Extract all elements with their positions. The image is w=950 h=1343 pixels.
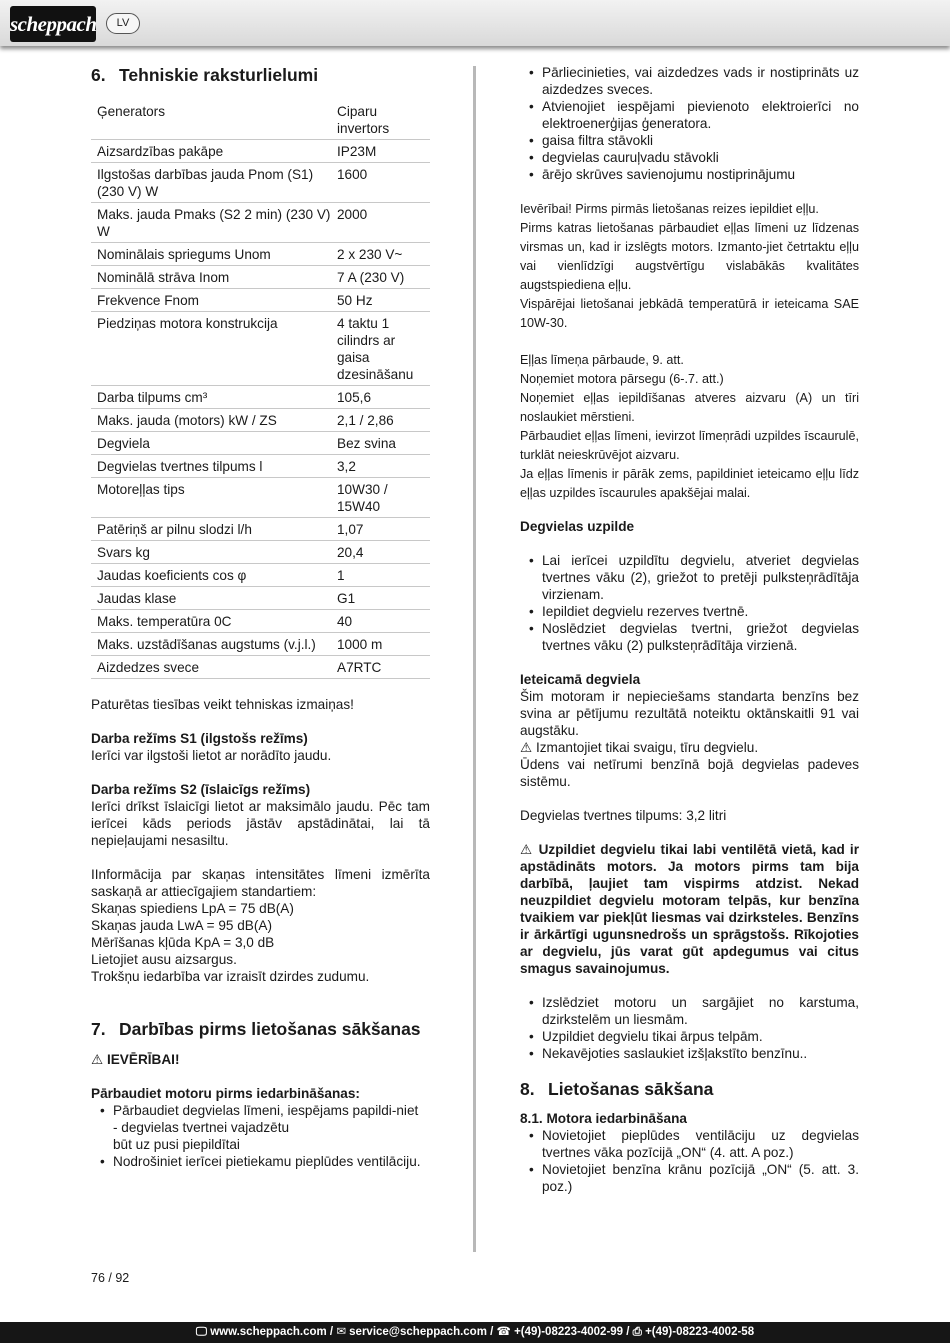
fuel-list: [520, 552, 859, 654]
spec-label: Aizdedzes svece: [91, 656, 337, 679]
recommended-fuel-title: Ieteicamā degviela: [520, 672, 641, 687]
spec-label: Piedziņas motora konstrukcija: [91, 312, 337, 386]
spec-label: Jaudas koeficients cos φ: [91, 564, 337, 587]
start-list: [520, 1127, 859, 1195]
table-row: [91, 610, 430, 633]
table-row: [91, 243, 430, 266]
spec-value: 40: [337, 610, 430, 633]
table-row: [91, 163, 430, 203]
spec-label: Maks. jauda (motors) kW / ZS: [91, 409, 337, 432]
oil-check: Eļļas līmeņa pārbaude, 9. att. Noņemiet motora pārsegu (6-.7. att.) Noņemiet eļļas iepildīšanas atveres aizvaru (A) un tīri noslaukiet mērstieni. Pārbaudiet eļļas līmeni, ievirzot līmeņrādi uzpildes īscaurulē, turklāt neieskrūvējot aizvaru. Ja eļļas līmenis ir pārāk zems, papildiniet ieteicamo eļļu līdz eļļas uzpildes īscaurules apakšējai malai.: [520, 353, 859, 500]
spec-value: 1: [337, 564, 430, 587]
section-8-heading: 8. Lietošanas sākšana: [520, 1079, 714, 1099]
oil-intro: Ievērībai! Pirms pirmās lietošanas reizes iepildiet eļļu. Pirms katras lietošanas pārbaudiet eļļas līmeni uz līdzenas virsmas un, kad ir izslēgts motors. Izmanto-jiet četrtaktu eļļu vai vienlīdzīgi augstvērtīgu vislabākās kvalitātes augstspiediena eļļu. Vispārējai lietošanai jebkādā temperatūrā ir ieteicama SAE 10W-30.: [520, 202, 859, 330]
footer-phone: +(49)-08223-4002-99: [514, 1326, 624, 1338]
spec-value: 105,6: [337, 386, 430, 409]
fax-icon: ⎙: [632, 1326, 642, 1338]
section-7-title: Darbības pirms lietošanas sākšanas: [119, 1019, 421, 1039]
footer-bar: 🖵 www.scheppach.com / ✉ service@scheppach.com / ☎ +(49)-08223-4002-99 / ⎙ +(49)-08223-4002-58: [0, 1322, 950, 1343]
table-row: [91, 203, 430, 243]
list-item: • Novietojiet benzīna krānu pozīcijā „ON“ (5. att. 3. poz.): [520, 1161, 859, 1195]
list-item: • Uzpildiet degvielu tikai ārpus telpām.: [520, 1028, 859, 1045]
list-item: • Pārbaudiet degvielas līmeni, iespējams papildi-niet - degvielas tvertnei vajadzētu būt uz pusi piepildītai: [91, 1102, 430, 1153]
noise-info: IInformācija par skaņas intensitātes līmeni izmērīta saskaņā ar attiecīgajiem standartiem: Skaņas spiediens LpA = 75 dB(A) Skaņas jauda LwA = 95 dB(A) Mērīšanas kļūda KpA = 3,0 dB Lietojiet ausu aizsargus. Trokšņu iedarbība var izraisīt dzirdes zudumu.: [91, 867, 430, 984]
warning-label: ⚠ IEVĒRĪBAI!: [91, 1052, 180, 1067]
safety-list: [520, 994, 859, 1062]
spec-value: A7RTC: [337, 656, 430, 679]
left-column: [91, 64, 430, 1170]
spec-value: 3,2: [337, 455, 430, 478]
spec-value: 1,07: [337, 518, 430, 541]
table-row: [91, 432, 430, 455]
spec-label: Maks. jauda Pmaks (S2 2 min) (230 V) W: [91, 203, 337, 243]
spec-value: 2,1 / 2,86: [337, 409, 430, 432]
spec-value: Ciparu invertors: [337, 100, 430, 140]
spec-value: 50 Hz: [337, 289, 430, 312]
table-row: [91, 633, 430, 656]
email-icon: ✉: [336, 1326, 346, 1338]
s2-title: Darba režīms S2 (īslaicīgs režīms): [91, 782, 311, 797]
table-row: [91, 409, 430, 432]
section-8-1-title: 8.1. Motora iedarbināšana: [520, 1111, 687, 1126]
spec-value: 4 taktu 1 cilindrs ar gaisa dzesināšanu: [337, 312, 430, 386]
table-row: [91, 140, 430, 163]
spec-value: G1: [337, 587, 430, 610]
section-6-title: Tehniskie raksturlielumi: [119, 65, 319, 85]
list-item: • Noslēdziet degvielas tvertni, griežot degvielas tvertnes vāku (2) pulksteņrādītāja virzienā.: [520, 620, 859, 654]
list-item: • Lai ierīcei uzpildītu degvielu, atveriet degvielas tvertnes vāku (2), griežot to pretēji pulksteņrādītāja virzienam.: [520, 552, 859, 603]
s1-title: Darba režīms S1 (ilgstošs režīms): [91, 731, 308, 746]
tank-capacity: Degvielas tvertnes tilpums: 3,2 litri: [520, 808, 727, 823]
spec-value: 20,4: [337, 541, 430, 564]
footer-web[interactable]: www.scheppach.com: [210, 1326, 327, 1338]
list-item: • Atvienojiet iespējami pievienoto elektroierīci no elektroenerģijas ģeneratora.: [520, 98, 859, 132]
language-badge: LV: [106, 13, 140, 34]
list-item: • Iepildiet degvielu rezerves tvertnē.: [520, 603, 859, 620]
phone-icon: ☎: [496, 1326, 511, 1338]
spec-label: Ilgstošas darbības jauda Pnom (S1) (230 V) W: [91, 163, 337, 203]
spec-value: IP23M: [337, 140, 430, 163]
spec-label: Svars kg: [91, 541, 337, 564]
table-row: [91, 541, 430, 564]
section-6-heading: 6. Tehniskie raksturlielumi: [91, 65, 319, 85]
check-title: Pārbaudiet motoru pirms iedarbināšanas:: [91, 1086, 360, 1101]
table-row: [91, 478, 430, 518]
table-row: [91, 312, 430, 386]
spec-label: Patēriņš ar pilnu slodzi l/h: [91, 518, 337, 541]
rights-note: Paturētas tiesības veikt tehniskas izmaiņas!: [91, 697, 354, 712]
spec-label: Motoreļļas tips: [91, 478, 337, 518]
footer-fax: +(49)-08223-4002-58: [645, 1326, 755, 1338]
table-row: [91, 564, 430, 587]
table-row: [91, 455, 430, 478]
brand-logo: scheppach: [10, 6, 96, 42]
spec-value: 1600: [337, 163, 430, 203]
spec-label: Darba tilpums cm³: [91, 386, 337, 409]
check-list: [91, 1102, 430, 1170]
table-row: [91, 656, 430, 679]
list-item: • Pārliecinieties, vai aizdedzes vads ir nostiprināts uz aizdedzes sveces.: [520, 64, 859, 98]
header-bar: [0, 0, 950, 46]
list-item: • Novietojiet pieplūdes ventilāciju uz degvielas tvertnes vāka pozīcijā „ON“ (4. att. A poz.): [520, 1127, 859, 1161]
spec-value: 1000 m: [337, 633, 430, 656]
list-item: • Nodrošiniet ierīcei pietiekamu pieplūdes ventilāciju.: [91, 1153, 430, 1170]
s1-text: Ierīci var ilgstoši lietot ar norādīto jaudu.: [91, 748, 332, 763]
spec-value: 7 A (230 V): [337, 266, 430, 289]
spec-value: 10W30 / 15W40: [337, 478, 430, 518]
spec-label: Degviela: [91, 432, 337, 455]
list-item: • degvielas cauruļvadu stāvokli: [520, 149, 859, 166]
section-7-heading: 7. Darbības pirms lietošanas sākšanas: [91, 1019, 421, 1039]
spec-label: Nominālais spriegums Unom: [91, 243, 337, 266]
page-number: 76 / 92: [91, 1271, 130, 1285]
spec-value: 2000: [337, 203, 430, 243]
spec-label: Jaudas klase: [91, 587, 337, 610]
list-item: • gaisa filtra stāvokli: [520, 132, 859, 149]
spec-label: Maks. uzstādīšanas augstums (v.j.l.): [91, 633, 337, 656]
list-item: • Izslēdziet motoru un sargājiet no karstuma, dzirkstelēm un liesmām.: [520, 994, 859, 1028]
spec-label: Nominālā strāva Inom: [91, 266, 337, 289]
table-row: [91, 386, 430, 409]
section-8-title: Lietošanas sākšana: [548, 1079, 714, 1099]
spec-label: Ģenerators: [91, 100, 337, 140]
spec-label: Aizsardzības pakāpe: [91, 140, 337, 163]
spec-value: Bez svina: [337, 432, 430, 455]
fuel-safety-warning: ⚠ Uzpildiet degvielu tikai labi ventilētā vietā, kad ir apstādināts motors. Ja motors pirms tam bija darbībā, ļaujiet tam vispirms atdzist. Nekad neuzpildiet degvielu motoram telpās, kur benzīna tvaikiem var piekļūt liesmas vai dzirksteles. Benzīns ir ārkārtīgi ugunsnedrošs un sprāgstošs. Rīkojoties ar degvielu, jūs varat gūt apdegumus vai citus smagus savainojumus.: [520, 842, 859, 976]
table-row: [91, 587, 430, 610]
list-item: • ārējo skrūves savienojumu nostiprinājumu: [520, 166, 859, 183]
spec-table: [91, 100, 430, 679]
right-column: • Pārliecinieties, vai aizdedzes vads ir nostiprināts uz aizdedzes sveces. • Atvienojiet iespējami pievienoto elektroierīci no elektroenerģijas ģeneratora. • gaisa filtra stāvokli • degvielas cauruļvadu stāvokli • ārējo skrūves savienojumu nostiprinājumu Ievērībai! Pirms pirmās lietošanas reizes iepildiet eļļu. Pirms katras lietošanas pārbaudiet eļļas līmeni uz līdzenas virsmas un, kad ir izslēgts motors. Izmanto-jiet četrtaktu eļļu vai vienlīdzīgi augstvērtīgu vislabākās kvalitātes augstspiediena eļļu. Vispārējai lietošanai jebkādā temperatūrā ir ieteicama SAE 10W-30. Eļļas līmeņa pārbaude, 9. att. Noņemiet motora pārsegu (6-.7. att.) Noņemiet eļļas iepildīšanas atveres aizvaru (A) un tīri noslaukiet mērstieni. Pārbaudiet eļļas līmeni, ievirzot līmeņrādi uzpildes īscaurulē, turklāt neieskrūvējot aizvaru. Ja eļļas līmenis ir pārāk zems, papildiniet ieteicamo eļļu līdz eļļas uzpildes īscaurules apakšējai malai. Degvielas uzpilde • Lai ierīcei uzpildītu degvielu, atveriet degvielas tvertnes vāku (2), griežot to pretēji pulksteņrādītāja virzienam. • Iepildiet degvielu rezerves tvertnē. • Noslēdziet degvielas tvertni, griežot degvielas tvertnes vāku (2) pulksteņrādītāja virzienā. Ieteicamā degviela Šim motoram ir nepieciešams standarta benzīns bez svina ar pētījumu rezultātā noteiktu oktānskaitli 91 vai augstāku. ⚠ Izmantojiet tikai svaigu, tīru degvielu. Ūdens vai netīrumi benzīnā bojā degvielas padeves sistēmu. Degvielas tvertnes tilpums: 3,2 litri ⚠ Uzpildiet degvielu tikai labi ventilētā vietā, kad ir apstādināts motors. Ja motors pirms tam bija darbībā, ļaujiet tam vispirms atdzist. Nekad neuzpildiet degvielu motoram telpās, kur benzīna tvaikiem var piekļūt liesmas vai dzirksteles. Benzīns ir ārkārtīgi ugunsnedrošs un sprāgstošs. Rīkojoties ar degvielu, jūs varat gūt apdegumus vai citus smagus savainojumus. • Izslēdziet motoru un sargājiet no karstuma, dzirkstelēm un liesmām. • Uzpildiet degvielu tikai ārpus telpām. • Nekavējoties saslaukiet izšļakstīto benzīnu.. 8. Lietošanas sākšana 8.1. Motora iedarbināšana • Novietojiet pieplūdes ventilāciju uz degvielas tvertnes vāka pozīcijā „ON“ (4. att. A poz.) • Novietojiet benzīna krānu pozīcijā „ON“ (5. att. 3. poz.): [520, 64, 859, 1195]
table-row: [91, 289, 430, 312]
spec-label: Degvielas tvertnes tilpums l: [91, 455, 337, 478]
column-divider: [473, 66, 476, 1252]
pre-check-list: [520, 64, 859, 183]
spec-label: Maks. temperatūra 0C: [91, 610, 337, 633]
fuel-title: Degvielas uzpilde: [520, 519, 635, 534]
spec-value: 2 x 230 V~: [337, 243, 430, 266]
s2-text: Ierīci drīkst īslaicīgi lietot ar maksimālo jaudu. Pēc tam ierīcei kāds periods jāstāv apstādinātai, lai tā nepieļaujami nesasiltu.: [91, 799, 430, 848]
list-item: • Nekavējoties saslaukiet izšļakstīto benzīnu..: [520, 1045, 859, 1062]
footer-email[interactable]: service@scheppach.com: [349, 1326, 487, 1338]
web-icon: 🖵: [195, 1326, 207, 1338]
table-row: [91, 266, 430, 289]
spec-label: Frekvence Fnom: [91, 289, 337, 312]
table-row: [91, 100, 430, 140]
table-row: [91, 518, 430, 541]
